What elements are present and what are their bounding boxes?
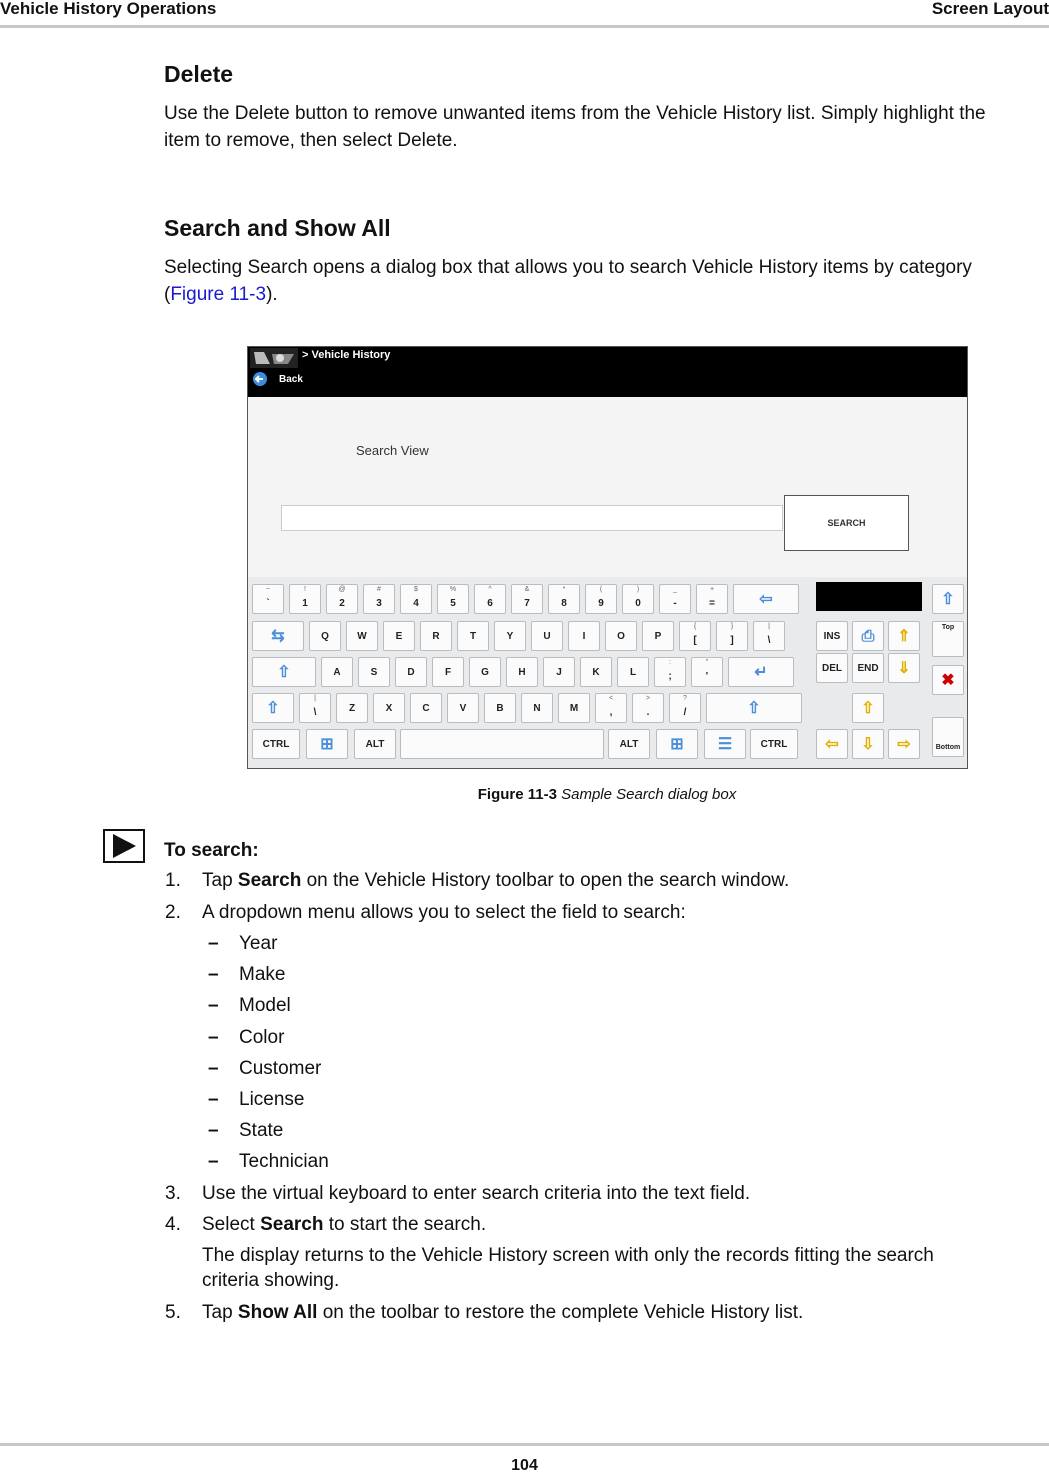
key-main-char: 8 [561, 598, 567, 609]
key-shift-char: & [524, 586, 530, 593]
key-row1-5[interactable] [437, 584, 469, 614]
left-shift-key[interactable] [252, 693, 294, 723]
key-shift-char: + [709, 586, 715, 593]
step-text [202, 1213, 1032, 1237]
key-row4-extra-1[interactable] [632, 693, 664, 723]
bottom-key[interactable]: Bottom [932, 717, 964, 757]
key-shift-char: : [669, 659, 671, 666]
key-main-char: ' [705, 671, 709, 682]
bullet-dash: – [208, 1089, 219, 1110]
key-g[interactable]: G [469, 657, 501, 687]
key-pipe[interactable] [299, 693, 331, 723]
delete-key[interactable]: DEL [816, 653, 848, 683]
bullet-dash: – [208, 1151, 219, 1173]
procedure-title: To search: [164, 840, 259, 861]
tab-key[interactable] [252, 621, 304, 651]
bullet-dash: – [208, 1120, 219, 1142]
key-row4-extra-2[interactable] [669, 693, 701, 723]
key-row4-extra-0[interactable] [595, 693, 627, 723]
bullet-dash: – [208, 1026, 219, 1048]
key-main-char: 3 [376, 598, 382, 609]
step-text-bold: Search [237, 870, 302, 891]
bullet-dash: – [208, 995, 219, 1017]
search-input[interactable] [281, 505, 783, 531]
key-main-char: / [683, 707, 687, 718]
key-shift-char: ! [304, 586, 306, 593]
key-main-char: 6 [487, 598, 493, 609]
key-t[interactable]: T [457, 621, 489, 651]
key-main-char: ` [266, 598, 270, 609]
key-a[interactable]: A [321, 657, 353, 687]
key-shift-char: " [705, 659, 709, 666]
print-icon: ⎙ [861, 628, 875, 645]
paren-open: ( [164, 284, 171, 305]
step-text-pre: Tap [202, 1302, 238, 1323]
step-text-post: on the Vehicle History toolbar to open the search window. [301, 870, 790, 891]
search-dialog-figure [247, 346, 968, 769]
search-paragraph [164, 254, 1049, 308]
key-shift-char: | [768, 623, 770, 630]
key-row1-9[interactable] [585, 584, 617, 614]
key-row1-12[interactable] [696, 584, 728, 614]
key-m[interactable]: M [558, 693, 590, 723]
windows-icon: ⊞ [320, 736, 334, 753]
key-b[interactable]: B [484, 693, 516, 723]
step-number: 3. [165, 1183, 181, 1204]
windows-icon: ⊞ [670, 736, 684, 753]
right-shift-key[interactable] [706, 693, 802, 723]
caption-text: Sample Search dialog box [561, 786, 737, 803]
key-row1-6[interactable] [474, 584, 506, 614]
search-field-option: Technician [239, 1151, 329, 1173]
key-e[interactable]: E [383, 621, 415, 651]
key-shift-char: $ [414, 586, 418, 593]
left-alt-key[interactable]: ALT [354, 729, 396, 759]
enter-key[interactable] [728, 657, 794, 687]
step-text-post: to start the search. [323, 1214, 487, 1235]
key-shift-char: ( [599, 586, 603, 593]
key-row1-10[interactable] [622, 584, 654, 614]
section-title-delete: Delete [164, 61, 234, 87]
key-shift-char: ~ [265, 586, 271, 593]
key-row2-extra-0[interactable] [679, 621, 711, 651]
virtual-keyboard [248, 577, 967, 768]
figure-toolbar [248, 347, 967, 397]
end-key[interactable]: END [852, 653, 884, 683]
key-j[interactable]: J [543, 657, 575, 687]
step-text [202, 901, 1032, 925]
key-row1-4[interactable] [400, 584, 432, 614]
key-w[interactable]: W [346, 621, 378, 651]
key-s[interactable]: S [358, 657, 390, 687]
search-field-option: State [239, 1120, 284, 1142]
key-main-char: 4 [413, 598, 419, 609]
key-main-char: 7 [524, 598, 530, 609]
search-field-option: Year [239, 933, 278, 954]
key-row3-extra-0[interactable] [654, 657, 686, 687]
key-main-char: [ [693, 635, 697, 646]
key-main-char: , [609, 707, 613, 718]
search-button[interactable]: SEARCH [784, 495, 909, 551]
key-h[interactable]: H [506, 657, 538, 687]
key-c[interactable]: C [410, 693, 442, 723]
caps-lock-icon: ⇧ [277, 664, 291, 681]
page-down-icon: ⇓ [897, 660, 911, 677]
key-shift-char: # [377, 586, 381, 593]
page-down-key[interactable] [888, 653, 920, 683]
key-row2-extra-1[interactable] [716, 621, 748, 651]
key-shift-char: | [314, 695, 316, 702]
key-shift-char: % [449, 586, 457, 593]
key-x[interactable]: X [373, 693, 405, 723]
figure-link[interactable]: Figure 11-3 [170, 284, 267, 305]
key-k[interactable]: K [580, 657, 612, 687]
key-main-char: 0 [635, 598, 641, 609]
key-n[interactable]: N [521, 693, 553, 723]
search-line-1: Selecting Search opens a dialog box that allows you to search Vehicle History items by category [164, 257, 972, 278]
step-number: 2. [165, 902, 181, 923]
backspace-key[interactable] [733, 584, 799, 614]
arrow-up-key[interactable] [852, 693, 884, 723]
step-text-pre: Tap [202, 870, 238, 891]
menu-icon: ☰ [717, 736, 733, 753]
step-number: 5. [165, 1302, 181, 1323]
print-screen-key[interactable] [852, 621, 884, 651]
search-field-option: Color [239, 1026, 285, 1048]
bullet-dash: – [208, 1057, 219, 1079]
key-d[interactable]: D [395, 657, 427, 687]
section-title-search: Search and Show All [164, 215, 391, 241]
arrow-left-key[interactable] [816, 729, 848, 759]
arrow-left-icon: ⇦ [825, 736, 839, 753]
right-windows-key[interactable] [656, 729, 698, 759]
key-q[interactable]: Q [309, 621, 341, 651]
step-text-bold: Search [260, 1214, 324, 1235]
left-ctrl-key[interactable]: CTRL [252, 729, 300, 759]
step4-note-line-1: The display returns to the Vehicle History screen with only the records fitting the search [202, 1245, 934, 1266]
header-rule [0, 25, 1049, 28]
page-up-icon: ⇑ [897, 628, 911, 645]
arrow-right-icon: ⇨ [897, 736, 911, 753]
key-main-char: = [709, 598, 715, 609]
delete-line-1: Use the Delete button to remove unwanted items from the Vehicle History list. Simply highlight the [164, 103, 986, 124]
delete-line-2: item to remove, then select Delete. [164, 130, 458, 151]
step-text [202, 1301, 1032, 1325]
enter-icon: ↵ [754, 664, 768, 681]
key-shift-char: ^ [488, 586, 492, 593]
arrow-right-key[interactable] [888, 729, 920, 759]
step-text-post: on the toolbar to restore the complete Vehicle History list. [317, 1302, 804, 1323]
key-row1-7[interactable] [511, 584, 543, 614]
page-up-key[interactable] [888, 621, 920, 651]
search-field-option: Customer [239, 1057, 322, 1079]
menu-key[interactable] [704, 729, 746, 759]
key-shift-char: _ [673, 586, 677, 593]
close-icon: ✖ [941, 672, 955, 689]
move-keyboard-up-key[interactable] [932, 584, 964, 614]
key-u[interactable]: U [531, 621, 563, 651]
right-ctrl-key[interactable]: CTRL [750, 729, 798, 759]
key-v[interactable]: V [447, 693, 479, 723]
shift-icon: ⇧ [747, 700, 761, 717]
key-row1-11[interactable] [659, 584, 691, 614]
step-number: 4. [165, 1214, 181, 1235]
insert-key[interactable]: INS [816, 621, 848, 651]
key-main-char: . [646, 707, 650, 718]
step-text-pre: Use the virtual keyboard to enter search criteria into the text field. [202, 1183, 751, 1204]
page-number: 104 [511, 1457, 538, 1474]
right-alt-key[interactable]: ALT [608, 729, 650, 759]
search-line-2 [164, 281, 1049, 308]
key-row1-1[interactable] [289, 584, 321, 614]
key-shift-char: { [693, 623, 697, 630]
key-z[interactable]: Z [336, 693, 368, 723]
key-main-char: 5 [450, 598, 456, 609]
arrow-down-icon: ⇩ [861, 736, 875, 753]
key-shift-char: * [562, 586, 566, 593]
left-windows-key[interactable] [306, 729, 348, 759]
key-f[interactable]: F [432, 657, 464, 687]
key-r[interactable]: R [420, 621, 452, 651]
key-main-char: 9 [598, 598, 604, 609]
key-main-char: \ [767, 635, 771, 646]
delete-paragraph [164, 100, 1049, 154]
step-text-bold: Show All [237, 1302, 318, 1323]
key-row3-extra-1[interactable] [691, 657, 723, 687]
search-field-option: Model [239, 995, 291, 1017]
footer-rule [0, 1443, 1049, 1446]
search-view-label: Search View [356, 443, 429, 458]
key-main-char: 1 [302, 598, 308, 609]
key-row1-0[interactable] [252, 584, 284, 614]
top-key[interactable]: Top [932, 621, 964, 657]
caps-lock-key[interactable] [252, 657, 316, 687]
running-header-right: Screen Layout [931, 0, 1049, 18]
step-text [202, 869, 1032, 893]
back-button[interactable]: Back [279, 374, 303, 385]
step4-note-line-2: criteria showing. [202, 1270, 340, 1291]
key-i[interactable]: I [568, 621, 600, 651]
shift-icon: ⇧ [266, 700, 280, 717]
key-p[interactable]: P [642, 621, 674, 651]
step-text-pre: Select [202, 1214, 261, 1235]
key-shift-char: ? [683, 695, 687, 702]
key-row1-2[interactable] [326, 584, 358, 614]
step-text [202, 1182, 1032, 1206]
breadcrumb[interactable]: > Vehicle History [302, 349, 391, 361]
close-keyboard-key[interactable] [932, 665, 964, 695]
key-row1-8[interactable] [548, 584, 580, 614]
key-main-char: ; [668, 671, 672, 682]
step-number: 1. [165, 870, 181, 891]
paren-close: ). [266, 284, 278, 305]
bullet-dash: – [208, 933, 219, 954]
arrow-down-key[interactable] [852, 729, 884, 759]
key-shift-char: ) [636, 586, 640, 593]
running-header-left: Vehicle History Operations [0, 0, 217, 18]
step-text-pre: A dropdown menu allows you to select the field to search: [202, 902, 686, 923]
key-l[interactable]: L [617, 657, 649, 687]
tab-icon: ⇆ [271, 628, 285, 645]
bullet-dash: – [208, 964, 219, 986]
key-main-char: 2 [339, 598, 345, 609]
key-o[interactable]: O [605, 621, 637, 651]
backspace-icon: ⇦ [759, 591, 773, 608]
home-logo-icon [250, 348, 298, 368]
procedure-arrow-icon [103, 829, 145, 863]
spacebar[interactable] [400, 729, 604, 759]
key-row2-extra-2[interactable] [753, 621, 785, 651]
search-field-option: Make [239, 964, 286, 986]
key-shift-char: @ [338, 586, 346, 593]
key-main-char: \ [313, 707, 317, 718]
move-up-icon: ⇧ [941, 591, 955, 608]
key-shift-char: > [645, 695, 651, 702]
caption-label: Figure 11-3 [477, 786, 557, 803]
keyboard-display-panel [816, 582, 922, 611]
figure-caption [0, 786, 1049, 804]
key-y[interactable]: Y [494, 621, 526, 651]
key-main-char: - [673, 598, 677, 609]
back-arrow-icon[interactable] [252, 371, 268, 387]
key-row1-3[interactable] [363, 584, 395, 614]
search-field-option: License [239, 1089, 305, 1110]
key-shift-char: < [608, 695, 614, 702]
key-shift-char: } [730, 623, 734, 630]
key-main-char: ] [730, 635, 734, 646]
arrow-up-icon: ⇧ [861, 700, 875, 717]
